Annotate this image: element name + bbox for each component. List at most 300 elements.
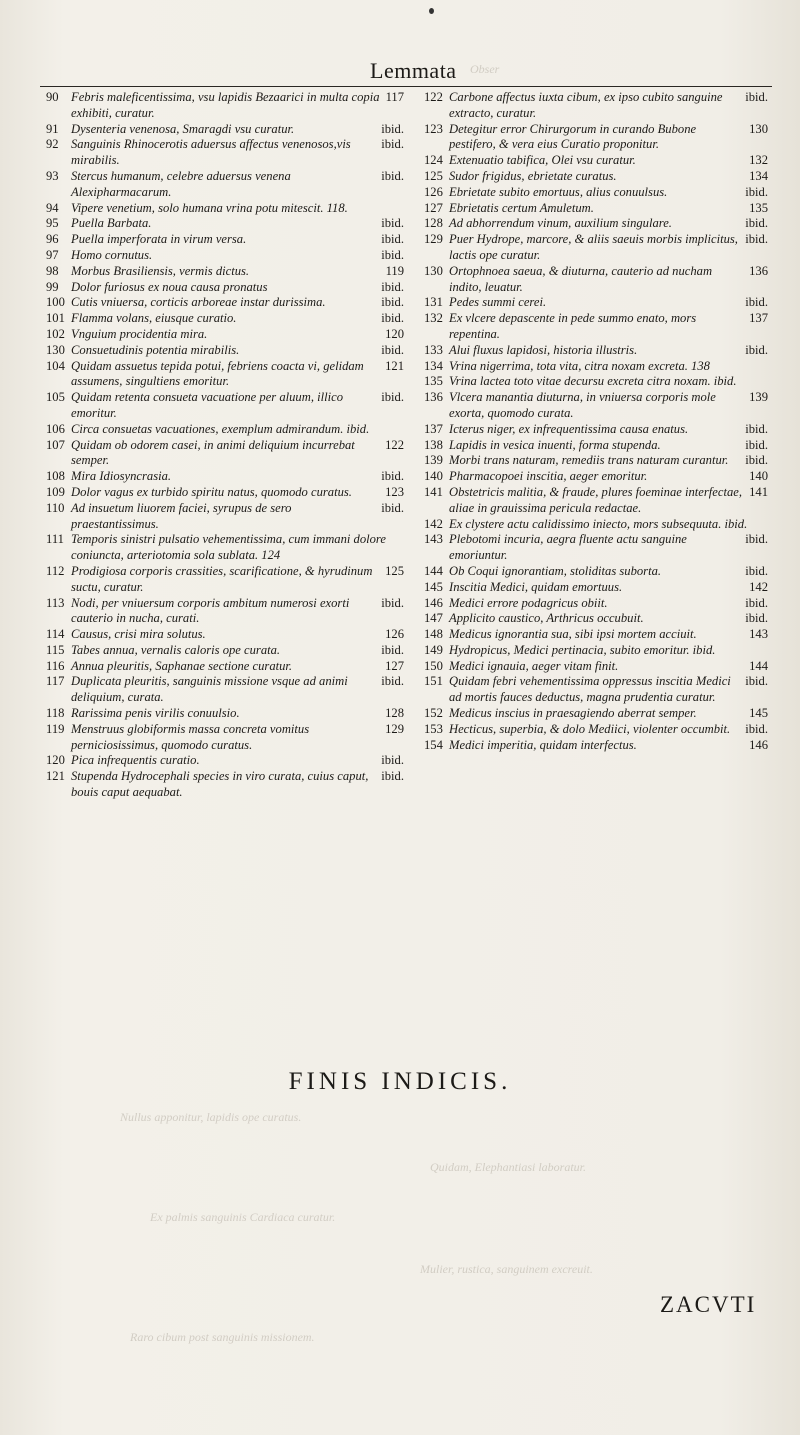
entry-number: 127: [424, 200, 443, 215]
entry-text-block: [46, 722, 404, 754]
entry-text-block: [46, 327, 404, 343]
entry-page: 139: [749, 390, 768, 405]
index-entry: [424, 738, 768, 754]
index-entry: [424, 343, 768, 359]
entry-page: ibid.: [745, 674, 768, 689]
entry-number: 99: [46, 279, 59, 294]
entry-number: 145: [424, 579, 443, 594]
entry-text-block: [424, 485, 768, 517]
index-entry: [46, 596, 404, 628]
index-entry: [46, 501, 404, 533]
index-entry: [424, 122, 768, 154]
index-entry: [46, 248, 404, 264]
entry-page: ibid.: [381, 390, 404, 405]
entry-text: Mira Idiosyncrasia.: [71, 469, 172, 484]
index-entry: [424, 359, 768, 375]
entry-text-block: [424, 659, 768, 675]
index-entry: [46, 137, 404, 169]
entry-page: ibid.: [745, 595, 768, 610]
entry-text-block: [46, 248, 404, 264]
entry-text: Extenuatio tabifica, Olei vsu curatur.: [449, 153, 636, 168]
index-entry: [424, 722, 768, 738]
index-entry: [424, 485, 768, 517]
entry-number: 131: [424, 295, 443, 310]
index-entry: [424, 517, 768, 533]
entry-text-block: [424, 216, 768, 232]
entry-number: 112: [46, 563, 65, 578]
entry-page: ibid.: [745, 437, 768, 452]
index-entry: [46, 753, 404, 769]
entry-page: 117: [385, 90, 404, 104]
entry-number: 135: [424, 374, 443, 389]
entry-number: 139: [424, 453, 443, 468]
index-entry: [46, 674, 404, 706]
entry-text: Medici errore podagricus obiit.: [449, 595, 608, 610]
entry-text: Rarissima penis virilis conuulsio.: [71, 706, 240, 721]
entry-text: Sudor frigidus, ebrietate curatus.: [449, 168, 617, 183]
index-entry: [46, 438, 404, 470]
entry-number: 115: [46, 642, 65, 657]
entry-text: Alui fluxus lapidosi, historia illustris.: [449, 342, 638, 357]
entry-page: 126: [385, 627, 404, 642]
index-entry: [46, 216, 404, 232]
entry-page: 134: [749, 168, 768, 183]
entry-page: ibid.: [381, 500, 404, 515]
entry-text: Homo cornutus.: [71, 247, 153, 262]
entry-text: Quidam retenta consueta vacuatione per aluum, illico emoritur.: [71, 390, 343, 420]
entry-text: Icterus niger, ex infrequentissima causa enatus.: [449, 421, 689, 436]
entry-number: 152: [424, 706, 443, 721]
entry-page: ibid.: [745, 721, 768, 736]
index-entry: [424, 390, 768, 422]
entry-text: Vrina lactea toto vitae decursu excreta citra noxam. ibid.: [449, 374, 737, 389]
entry-page: ibid.: [745, 453, 768, 468]
entry-text: Medicus inscius in praesagiendo aberrat semper.: [449, 706, 697, 721]
entry-page: 127: [385, 658, 404, 673]
entry-number: 149: [424, 642, 443, 657]
entry-page: 142: [749, 579, 768, 594]
index-entry: [424, 311, 768, 343]
entry-number: 107: [46, 437, 65, 452]
entry-page: 137: [749, 311, 768, 326]
index-entry: [46, 564, 404, 596]
entry-text: Cutis vniuersa, corticis arboreae instar durissima.: [71, 295, 326, 310]
entry-page: ibid.: [745, 342, 768, 357]
entry-page: 136: [749, 263, 768, 278]
entry-text: Ex vlcere depascente in pede summo enato, mors repentina.: [449, 311, 697, 341]
index-entry: [424, 185, 768, 201]
entry-text-block: [46, 501, 404, 533]
index-entry: [424, 153, 768, 169]
entry-text-block: [46, 706, 404, 722]
entry-text: Carbone affectus iuxta cibum, ex ipso cubito sanguine extracto, curatur.: [449, 90, 723, 120]
entry-number: 154: [424, 737, 443, 752]
entry-number: 143: [424, 532, 443, 547]
right-column: [424, 90, 768, 753]
entry-page: 123: [385, 484, 404, 499]
entry-text: Ad abhorrendum vinum, auxilium singulare.: [449, 216, 672, 231]
entry-number: 136: [424, 390, 443, 405]
entry-number: 124: [424, 153, 443, 168]
entry-text-block: [424, 169, 768, 185]
entry-page: ibid.: [381, 121, 404, 136]
index-entry: [46, 90, 404, 122]
entry-number: 94: [46, 200, 59, 215]
entry-text: Sanguinis Rhinocerotis aduersus affectus venenosos,vis mirabilis.: [71, 137, 351, 168]
entry-text: Pedes summi cerei.: [449, 295, 547, 310]
entry-page: 129: [385, 721, 404, 736]
entry-text-block: [424, 422, 768, 438]
entry-text-block: [46, 674, 404, 706]
entry-page: 141: [749, 484, 768, 499]
entry-text-block: [46, 280, 404, 296]
entry-text-block: [424, 596, 768, 612]
entry-text-block: [424, 185, 768, 201]
entry-text-block: [424, 264, 768, 296]
entry-page: 122: [385, 437, 404, 452]
entry-text: Applicito caustico, Arthricus occubuit.: [449, 611, 644, 626]
index-entry: [46, 232, 404, 248]
entry-text-block: [46, 390, 404, 422]
entry-text: Prodigiosa corporis crassities, scarificatione, & hyrudinum suctu, curatur.: [71, 563, 373, 594]
index-entry: [424, 627, 768, 643]
entry-text: Ob Coqui ignorantiam, stoliditas suborta.: [449, 563, 662, 578]
entry-text: Stupenda Hydrocephali species in viro curata, cuius caput, bouis caput aequabat.: [71, 769, 369, 800]
entry-number: 130: [46, 342, 65, 357]
entry-text: Morbi trans naturam, remediis trans naturam curantur.: [449, 453, 729, 468]
index-entry: [46, 122, 404, 138]
entry-text-block: [46, 169, 404, 201]
index-entry: [46, 722, 404, 754]
entry-number: 98: [46, 263, 59, 278]
entry-text: Quidam febri vehementissima oppressus inscitia Medici ad mortis fauces deductus, magna prudentia curatur.: [449, 674, 731, 705]
show-through-text: Quidam, Elephantiasi laboratur.: [430, 1160, 587, 1174]
entry-text: Hecticus, superbia, & dolo Mediici, violenter occumbit.: [449, 721, 731, 736]
entry-text-block: [46, 769, 404, 801]
entry-text: Puer Hydrope, marcore, & aliis saeuis morbis implicitus, lactis ope curatur.: [449, 232, 738, 262]
entry-page: 143: [749, 627, 768, 642]
entry-text: Ex clystere actu calidissimo iniecto, mors subsequuta. ibid.: [449, 516, 748, 531]
entry-text: Consuetudinis potentia mirabilis.: [71, 342, 240, 357]
entry-number: 146: [424, 595, 443, 610]
entry-text-block: [46, 295, 404, 311]
entry-number: 121: [46, 769, 65, 784]
entry-text-block: [46, 753, 404, 769]
entry-number: 109: [46, 484, 65, 499]
entry-page: ibid.: [381, 232, 404, 247]
entry-text-block: [424, 674, 768, 706]
entry-text: Vlcera manantia diuturna, in vniuersa corporis mole exorta, quomodo curata.: [449, 390, 716, 420]
index-entry: [46, 469, 404, 485]
entry-text-block: [46, 643, 404, 659]
entry-page: ibid.: [381, 279, 404, 294]
entry-text: Ortophnoea saeua, & diuturna, cauterio ad nucham indito, leuatur.: [449, 263, 713, 294]
entry-number: 111: [46, 532, 64, 547]
entry-text-block: [424, 90, 768, 122]
entry-text: Menstruus globiformis massa concreta vomitus perniciosissimus, quomodo curatus.: [71, 721, 310, 752]
index-entry: [46, 311, 404, 327]
entry-text: Detegitur error Chirurgorum in curando Bubone pestifero, & vera eius Curatio proponitur.: [449, 121, 697, 152]
index-entry: [46, 343, 404, 359]
index-entry: [46, 659, 404, 675]
entry-number: 93: [46, 168, 59, 183]
entry-number: 126: [424, 184, 443, 199]
entry-text-block: [424, 738, 768, 754]
entry-page: ibid.: [745, 295, 768, 310]
entry-text: Hydropicus, Medici pertinacia, subito emoritur. ibid.: [449, 642, 716, 657]
index-entry: [424, 422, 768, 438]
entry-number: 118: [46, 706, 65, 721]
index-entry: [46, 295, 404, 311]
entry-text: Dolor furiosus ex noua causa pronatus: [71, 279, 268, 294]
entry-page: ibid.: [745, 184, 768, 199]
entry-number: 129: [424, 232, 443, 247]
index-entry: [424, 643, 768, 659]
show-through-text: Nullus apponitur, lapidis ope curatus.: [120, 1110, 302, 1124]
entry-text-block: [46, 232, 404, 248]
entry-number: 102: [46, 326, 65, 341]
entry-text: Medicus ignorantia sua, sibi ipsi mortem acciuit.: [449, 627, 697, 642]
index-entry: [424, 264, 768, 296]
entry-page: 121: [385, 358, 404, 373]
entry-text-block: [46, 438, 404, 470]
entry-text-block: [424, 359, 768, 375]
entry-page: 135: [749, 200, 768, 215]
entry-text: Ebrietate subito emortuus, alius conuulsus.: [449, 184, 668, 199]
entry-number: 119: [46, 721, 65, 736]
index-entry: [424, 453, 768, 469]
entry-text: Febris maleficentissima, vsu lapidis Bezaarici in multa copia exhibiti, curatur.: [71, 90, 380, 120]
entry-number: 110: [46, 500, 65, 515]
index-entry: [46, 643, 404, 659]
entry-text-block: [424, 643, 768, 659]
entry-number: 137: [424, 421, 443, 436]
entry-text: Medici ignauia, aeger vitam finit.: [449, 658, 619, 673]
entry-text-block: [46, 485, 404, 501]
entry-page: ibid.: [381, 168, 404, 183]
entry-number: 114: [46, 627, 65, 642]
entry-page: ibid.: [381, 674, 404, 689]
entry-page: ibid.: [745, 611, 768, 626]
entry-text-block: [46, 596, 404, 628]
entry-number: 100: [46, 295, 65, 310]
entry-text-block: [424, 469, 768, 485]
index-entry: [46, 201, 404, 217]
entry-number: 125: [424, 168, 443, 183]
entry-text: Plebotomi incuria, aegra fluente actu sanguine emoriuntur.: [449, 532, 687, 563]
entry-number: 108: [46, 469, 65, 484]
entry-text-block: [46, 216, 404, 232]
show-through-text: Mulier, rustica, sanguinem excreuit.: [420, 1262, 593, 1276]
entry-text: Medici imperitia, quidam interfectus.: [449, 737, 637, 752]
index-entry: [424, 659, 768, 675]
entry-number: 132: [424, 311, 443, 326]
finis-indicis: FINIS INDICIS.: [288, 1068, 512, 1095]
entry-text: Puella imperforata in virum versa.: [71, 232, 247, 247]
entry-page: ibid.: [381, 469, 404, 484]
entry-number: 140: [424, 469, 443, 484]
entry-text-block: [46, 564, 404, 596]
index-entry: [424, 580, 768, 596]
page-title: Lemmata: [370, 58, 457, 83]
entry-text-block: [424, 153, 768, 169]
entry-text-block: [46, 90, 404, 122]
entry-text-block: [424, 438, 768, 454]
entry-text-block: [424, 374, 768, 390]
entry-text-block: [424, 611, 768, 627]
entry-text-block: [424, 295, 768, 311]
entry-text: Vrina nigerrima, tota vita, citra noxam excreta. 138: [449, 358, 710, 373]
index-entry: [424, 532, 768, 564]
entry-number: 130: [424, 263, 443, 278]
entry-number: 91: [46, 121, 59, 136]
entry-text: Lapidis in vesica inuenti, forma stupenda.: [449, 437, 661, 452]
entry-text-block: [424, 580, 768, 596]
entry-number: 90: [46, 90, 59, 104]
entry-page: 145: [749, 706, 768, 721]
entry-number: 144: [424, 563, 443, 578]
index-entry: [424, 232, 768, 264]
entry-text: Nodi, per vniuersum corporis ambitum numerosi exorti cauterio in nucha, curati.: [71, 595, 350, 626]
entry-text-block: [46, 422, 404, 438]
entry-text: Dysenteria venenosa, Smaragdi vsu curatur.: [71, 121, 295, 136]
entry-page: ibid.: [381, 247, 404, 262]
index-entry: [424, 564, 768, 580]
entry-page: ibid.: [745, 421, 768, 436]
entry-text-block: [46, 627, 404, 643]
index-entry: [424, 90, 768, 122]
header-rule: [40, 86, 772, 87]
index-entry: [424, 169, 768, 185]
entry-number: 128: [424, 216, 443, 231]
entry-text-block: [424, 453, 768, 469]
entry-page: 125: [385, 563, 404, 578]
entry-page: ibid.: [381, 216, 404, 231]
show-through-text: Obser: [470, 62, 500, 76]
entry-text: Pica infrequentis curatio.: [71, 753, 200, 768]
entry-text-block: [424, 390, 768, 422]
entry-number: 138: [424, 437, 443, 452]
entry-page: 128: [385, 706, 404, 721]
entry-number: 142: [424, 516, 443, 531]
entry-number: 97: [46, 247, 59, 262]
index-entry: [424, 216, 768, 232]
entry-text-block: [424, 564, 768, 580]
entry-text: Pharmacopoei inscitia, aeger emoritur.: [449, 469, 648, 484]
entry-page: ibid.: [745, 90, 768, 104]
entry-number: 147: [424, 611, 443, 626]
entry-page: 132: [749, 153, 768, 168]
entry-text: Annua pleuritis, Saphanae sectione curatur.: [71, 658, 293, 673]
entry-number: 95: [46, 216, 59, 231]
index-entry: [46, 627, 404, 643]
entry-page: 119: [385, 263, 404, 278]
entry-text: Stercus humanum, celebre aduersus venena Alexipharmacarum.: [71, 168, 291, 199]
entry-text-block: [46, 469, 404, 485]
entry-text: Circa consuetas vacuationes, exemplum admirandum. ibid.: [71, 421, 370, 436]
index-entry: [424, 611, 768, 627]
entry-number: 96: [46, 232, 59, 247]
entry-text: Dolor vagus ex turbido spiritu natus, quomodo curatus.: [71, 484, 352, 499]
entry-page: ibid.: [745, 563, 768, 578]
index-entry: [424, 674, 768, 706]
entry-page: ibid.: [381, 769, 404, 784]
entry-number: 116: [46, 658, 65, 673]
entry-text: Vipere venetium, solo humana vrina potu mitescit. 118.: [71, 200, 348, 215]
index-entry: [46, 169, 404, 201]
entry-text-block: [424, 201, 768, 217]
entry-text: Ad insuetum liuorem faciei, syrupus de sero praestantissimus.: [71, 500, 292, 531]
entry-text: Inscitia Medici, quidam emortuus.: [449, 579, 623, 594]
entry-text: Duplicata pleuritis, sanguinis missione vsque ad animi deliquium, curata.: [71, 674, 348, 705]
entry-page: 140: [749, 469, 768, 484]
index-entry: [424, 438, 768, 454]
entry-page: ibid.: [745, 216, 768, 231]
index-entry: [46, 422, 404, 438]
index-entry: [46, 327, 404, 343]
entry-number: 133: [424, 342, 443, 357]
index-entry: [424, 596, 768, 612]
entry-number: 117: [46, 674, 65, 689]
entry-page: ibid.: [381, 342, 404, 357]
left-column: [46, 90, 404, 801]
entry-text-block: [46, 264, 404, 280]
entry-text: Quidam assuetus tepida potui, febriens coacta vi, gelidam assumens, singultiens emoritur.: [71, 358, 364, 389]
entry-number: 106: [46, 421, 65, 436]
entry-text-block: [424, 232, 768, 264]
entry-number: 120: [46, 753, 65, 768]
entry-page: ibid.: [381, 642, 404, 657]
entry-page: 120: [385, 326, 404, 341]
index-entry: [424, 295, 768, 311]
entry-number: 151: [424, 674, 443, 689]
show-through-text: Raro cibum post sanguinis missionem.: [130, 1330, 315, 1344]
entry-text-block: [424, 722, 768, 738]
entry-text-block: [46, 659, 404, 675]
entry-text-block: [424, 343, 768, 359]
entry-number: 92: [46, 137, 59, 152]
entry-page: 146: [749, 737, 768, 752]
entry-text: Tabes annua, vernalis caloris ope curata.: [71, 642, 281, 657]
entry-number: 104: [46, 358, 65, 373]
ink-dot: [429, 8, 434, 14]
entry-text-block: [46, 137, 404, 169]
index-entry: [46, 390, 404, 422]
entry-number: 123: [424, 121, 443, 136]
entry-text-block: [424, 532, 768, 564]
entry-text-block: [46, 359, 404, 391]
entry-page: ibid.: [381, 753, 404, 768]
entry-text-block: [46, 311, 404, 327]
entry-number: 141: [424, 484, 443, 499]
entry-text: Causus, crisi mira solutus.: [71, 627, 206, 642]
entry-text: Ebrietatis certum Amuletum.: [449, 200, 594, 215]
entry-page: ibid.: [381, 311, 404, 326]
index-entry: [46, 485, 404, 501]
index-entry: [424, 201, 768, 217]
entry-number: 134: [424, 358, 443, 373]
entry-text-block: [424, 311, 768, 343]
entry-text-block: [424, 122, 768, 154]
entry-number: 148: [424, 627, 443, 642]
entry-page: 130: [749, 121, 768, 136]
entry-text-block: [46, 343, 404, 359]
show-through-text: Ex palmis sanguinis Cardiaca curatur.: [150, 1210, 336, 1224]
entry-text: Flamma volans, eiusque curatio.: [71, 311, 237, 326]
index-entry: [46, 359, 404, 391]
entry-text-block: [46, 532, 404, 564]
entry-number: 113: [46, 595, 65, 610]
